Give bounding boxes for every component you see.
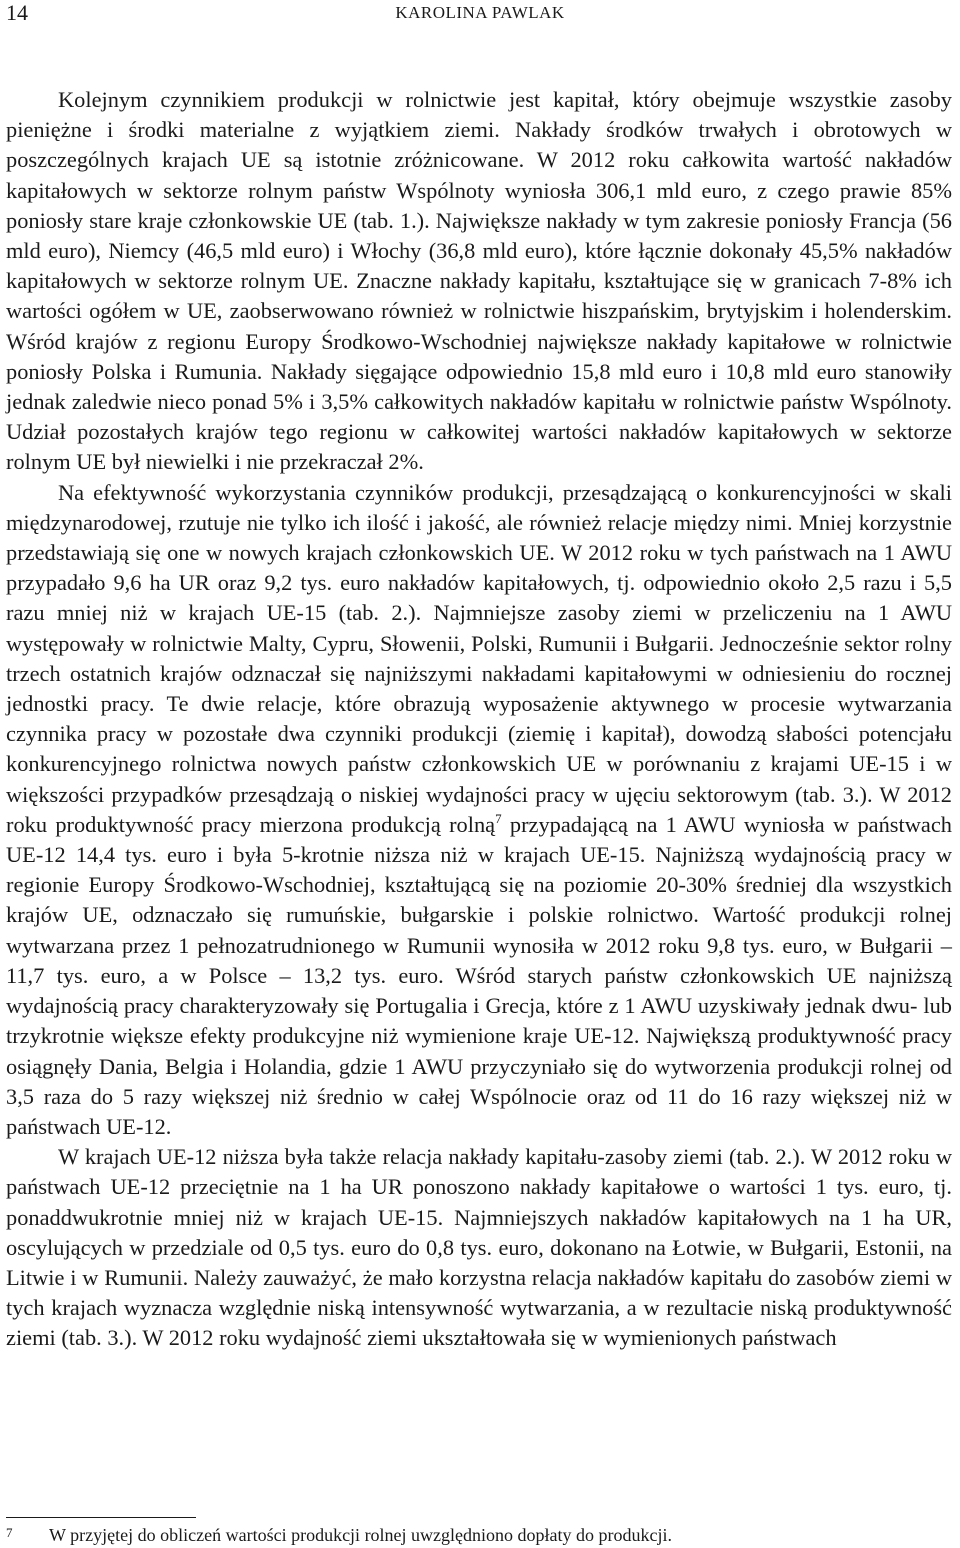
footnote-reference[interactable]: 7 xyxy=(495,810,502,826)
footnote-divider xyxy=(6,1517,196,1518)
paragraph xyxy=(6,1142,952,1353)
paragraph-text: Kolejnym czynnikiem produkcji w rolnictwie jest kapitał, który obejmuje wszystkie zasoby pieniężne i środki materialne z wyjątkiem ziemi. Nakłady środków trwałych i obrotowych w poszczególnych krajach UE są istotnie zróżnicowane. W 2012 roku całkowita wartość nakładów kapitałowych w sektorze rolnym państw Wspólnoty wyniosła 306,1 mld euro, z czego prawie 85% poniosły stare kraje członkowskie UE (tab. 1.). Największe nakłady w tym zakresie poniosły Francja (56 mld euro), Niemcy (46,5 mld euro) i Włochy (36,8 mld euro), które łącznie dokonały 45,5% nakładów kapitałowych w sektorze rolnym UE. Znaczne nakłady kapitału, kształtujące się w granicach 7-8% ich wartości ogółem w UE, zaobserwowano również w rolnictwie hiszpańskim, brytyjskim i holenderskim. Wśród krajów z regionu Europy Środkowo-Wschodniej największe nakłady kapitałowe w rolnictwie poniosły Polska i Rumunia. Nakłady sięgające odpowiednio 15,8 mld euro i 10,8 mld euro stanowiły jednak zaledwie nieco ponad 5% i 3,5% całkowitych nakładów kapitału w rolnictwie państw Wspólnoty. Udział pozostałych krajów tego regionu w całkowitej wartości nakładów kapitałowych w sektorze rolnym UE był niewielki i nie przekraczał 2%. xyxy=(6,87,952,475)
body-text xyxy=(6,85,952,1354)
footnote-text: W przyjętej do obliczeń wartości produkcji rolnej uwzględniono dopłaty do produkcji. xyxy=(49,1525,673,1545)
paragraph xyxy=(6,85,952,478)
paragraph-text: Na efektywność wykorzystania czynników produkcji, przesądzającą o konkurencyjności w skali międzynarodowej, rzutuje nie tylko ich ilość i jakość, ale również relacje między nimi. Mniej korzystnie przedstawiają się one w nowych krajach członkowskich UE. W 2012 roku w tych państwach na 1 AWU przypadało 9,6 ha UR oraz 9,2 tys. euro nakładów kapitałowych, tj. odpowiednio około 2,5 razu i 5,5 razu mniej niż w krajach UE-15 (tab. 2.). Najmniejsze zasoby ziemi w przeliczeniu na 1 AWU występowały w rolnictwie Malty, Cypru, Słowenii, Polski, Rumunii i Bułgarii. Jednocześnie sektor rolny trzech ostatnich krajów odznaczał się najniższymi nakładami kapitałowymi w odniesieniu do rocznej jednostki pracy. Te dwie relacje, które obrazują wyposażenie aktywnego w procesie wytwarzania czynnika pracy w pozostałe dwa czynniki produkcji (ziemię i kapitał), dowodzą słabości potencjału konkurencyjnego rolnictwa nowych państw członkowskich UE w porównaniu z krajami UE-15 i w większości przypadków przesądzają o niskiej wydajności pracy w ujęciu sektorowym (tab. 3.). W 2012 roku produktywność pracy mierzona produkcją rolną xyxy=(6,479,952,837)
footnote-mark: 7 xyxy=(6,1525,13,1540)
paragraph xyxy=(6,478,952,1142)
paragraph-text: W krajach UE-12 niższa była także relacja nakłady kapitału-zasoby ziemi (tab. 2.). W 2012 roku w państwach UE-12 przeciętnie na 1 ha UR ponoszono nakłady kapitałowe o wartości 1 tys. euro, tj. ponaddwukrotnie mniej niż w krajach UE-15. Najmniejszych nakładów kapitałowych na 1 ha UR, oscylujących w przedziale od 0,5 tys. euro do 0,8 tys. euro, dokonano na Łotwie, w Bułgarii, Estonii, na Litwie i w Rumunii. Należy zauważyć, że mało korzystna relacja nakładów kapitału do zasobów ziemi w tych krajach wyznacza względnie niską intensywność wytwarzania, a w rezultacie niską produktywność ziemi (tab. 3.). W 2012 roku wydajność ziemi ukształtowała się w wymienionych państwach xyxy=(6,1144,952,1351)
page-number: 14 xyxy=(6,0,28,25)
running-head: KAROLINA PAWLAK xyxy=(395,3,565,22)
paragraph-text: przypadającą na 1 AWU wyniosła w państwach UE-12 14,4 tys. euro i była 5-krotnie niższa niż w krajach UE-15. Najniższą wydajnością pracy w regionie Europy Środkowo-Wschodniej, kształtującą się na poziomie 20-30% średniej dla wszystkich krajów UE, odznaczało się rumuńskie, bułgarskie i polskie rolnictwo. Wartość produkcji rolnej wytwarzana przez 1 pełnozatrudnionego w Rumunii wynosiła w 2012 roku 9,8 tys. euro, w Bułgarii – 11,7 tys. euro, a w Polsce – 13,2 tys. euro. Wśród starych państw członkowskich UE najniższą wydajnością pracy charakteryzowały się Portugalia i Grecja, które z 1 AWU uzyskiwały jednak dwu- lub trzykrotnie większe efekty produkcyjne niż wymienione kraje UE-12. Największą produktywność pracy osiągnęły Dania, Belgia i Holandia, gdzie 1 AWU przyczyniało się do wytworzenia produkcji rolnej od 3,5 raza do 5 razy większej niż średnio w całej Wspólnocie oraz od 11 do 16 razy większej niż w państwach UE-12. xyxy=(6,811,952,1139)
page-header xyxy=(0,0,960,30)
